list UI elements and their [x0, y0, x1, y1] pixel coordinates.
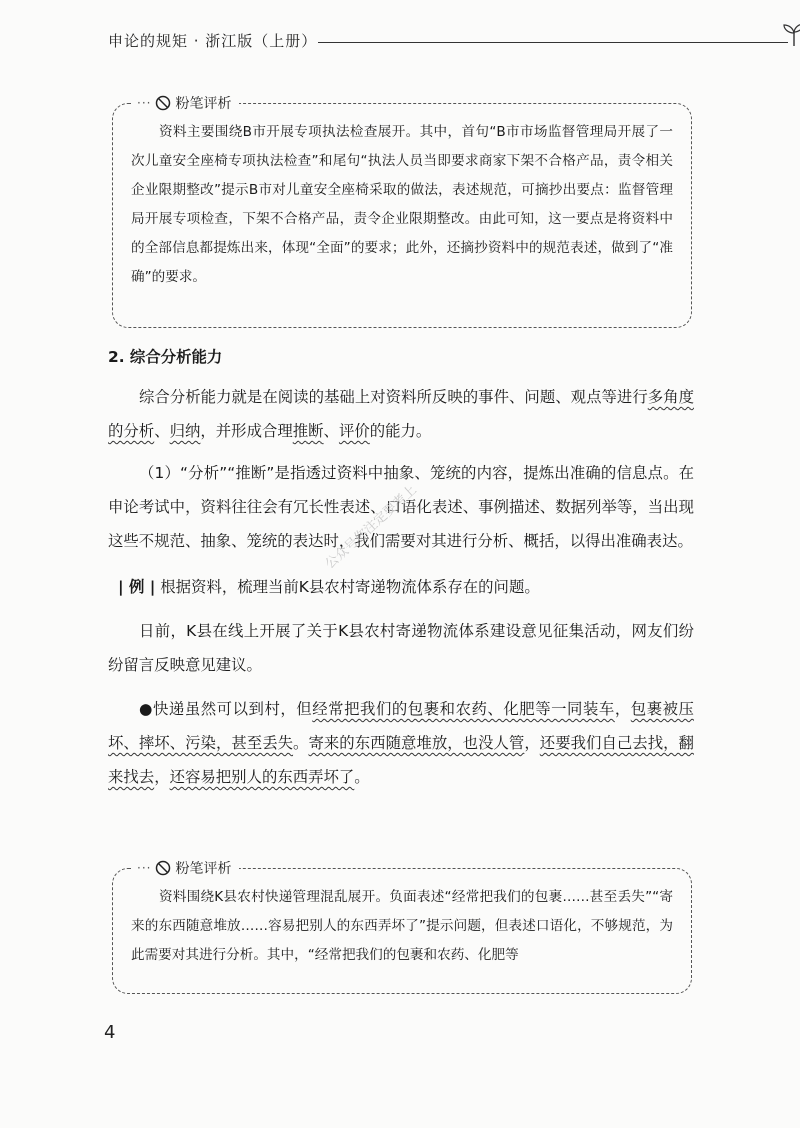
b-text-f: 。: [354, 768, 370, 786]
b-text-b: ，: [614, 700, 631, 718]
p1-wavy-2: 归纳: [169, 422, 201, 440]
badge-label: 粉笔评析: [175, 861, 232, 877]
analysis-badge: [131, 857, 239, 879]
analysis-box-2: [112, 861, 692, 994]
watermark: 公众号你注定要考上: [322, 482, 420, 573]
b-text-d: ，: [524, 734, 540, 752]
b-wavy-4: 还要我们自己去找，翻来找去: [108, 734, 694, 786]
bullet-icon: ●: [139, 700, 153, 718]
analysis-badge: [131, 92, 239, 114]
p1-text-b: 、: [154, 422, 170, 440]
p1-text-d: 、: [323, 422, 339, 440]
b-wavy-3: 寄来的东西随意堆放，也没人管: [308, 734, 525, 752]
p1-wavy-3: 推断: [292, 422, 324, 440]
page-number: 4: [104, 1022, 116, 1043]
badge-label: 粉笔评析: [175, 96, 232, 112]
book-title: 申论的规矩 · 浙江版（上册）: [108, 32, 318, 50]
analysis-text-2: 资料围绕K县农村快递管理混乱展开。负面表述“经常把我们的包裹……甚至丢失”“寄来的东西随意堆放……容易把别人的东西弄坏了”提示问题，但表述口语化，不够规范，为此需要对其进行分析。其中，“经常把我们的包裹和农药、化肥等: [131, 889, 673, 963]
paragraph-analysis: （1）“分析”“推断”是指透过资料中抽象、笼统的内容，提炼出准确的信息点。在申论考试中，资料往往会有冗长性表述、口语化表述、事例描述、数据列举等，当出现这些不规范、抽象、笼统的表达时，我们需要对其进行分析、概括，以得出准确表达。: [108, 464, 694, 550]
main-content: [108, 340, 694, 794]
bullet-comment: [108, 692, 694, 794]
p1-text-a: 综合分析能力就是在阅读的基础上对资料所反映的事件、问题、观点等进行: [139, 388, 648, 406]
badge-dots-icon: ···: [137, 861, 152, 875]
b-text-e: ，: [154, 768, 170, 786]
sprout-icon: [780, 20, 800, 48]
p1-wavy-1: 多角度的分析: [108, 388, 694, 440]
analysis-text-1: 资料主要围绕B市开展专项执法检查展开。其中，首句“B市市场监督管理局开展了一次儿童安全座椅专项执法检查”和尾句“执法人员当即要求商家下架不合格产品，责令相关企业限期整改”提示B市对儿童安全座椅采取的做法，表述规范，可摘抄出要点：监督管理局开展专项检查，下架不合格产品，责令企业限期整改。由此可知，这一要点是将资料中的全部信息都提炼出来，体现“全面”的要求；此外，还摘抄资料中的规范表述，做到了“准确”的要求。: [131, 124, 673, 285]
header-rule: [318, 42, 788, 43]
section-title: 2. 综合分析能力: [108, 348, 223, 366]
badge-dots-icon: ···: [137, 96, 152, 110]
running-header: [108, 30, 708, 60]
example-text: 根据资料，梳理当前K县农村寄递物流体系存在的问题。: [160, 578, 540, 596]
no-sign-icon: [155, 95, 171, 111]
paragraph-definition: [108, 380, 694, 448]
p1-wavy-4: 评价: [338, 422, 370, 440]
example-question: [108, 570, 694, 604]
paragraph-background: 日前，K县在线上开展了关于K县农村寄递物流体系建设意见征集活动，网友们纷纷留言反映意见建议。: [108, 622, 694, 674]
b-text-c: 。: [293, 734, 309, 752]
no-sign-icon: [155, 860, 171, 876]
b-wavy-2: 包裹被压坏、摔坏、污染，甚至丢失: [108, 700, 694, 752]
p1-text-c: ，并形成合理: [200, 422, 293, 440]
analysis-box-1: [112, 96, 692, 328]
b-text-a: 快递虽然可以到村，但: [152, 700, 313, 718]
b-wavy-5: 还容易把别人的东西弄坏了: [169, 768, 355, 786]
b-wavy-1: 经常把我们的包裹和农药、化肥等一同装车: [312, 700, 615, 718]
example-mark: | 例 |: [118, 578, 156, 596]
p1-text-e: 的能力。: [369, 422, 432, 440]
